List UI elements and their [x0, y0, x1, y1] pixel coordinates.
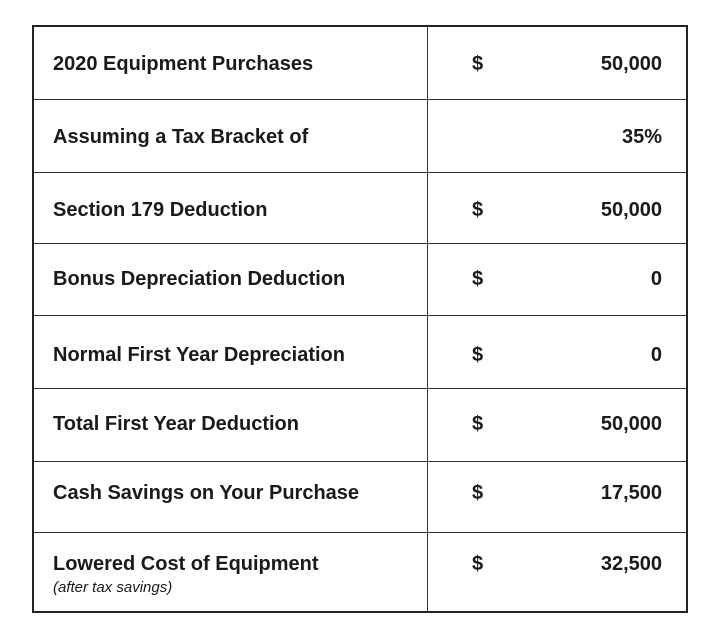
row-label: Cash Savings on Your Purchase	[53, 482, 360, 504]
table-row	[34, 389, 686, 462]
table-row	[34, 316, 686, 389]
row-value: 50,000	[600, 53, 662, 75]
currency-symbol: $	[472, 413, 484, 435]
row-label: 2020 Equipment Purchases	[53, 53, 314, 75]
row-label: Lowered Cost of Equipment	[53, 553, 319, 575]
table-row	[34, 244, 686, 316]
row-sublabel: (after tax savings)	[53, 579, 173, 596]
row-value: 35%	[621, 126, 662, 148]
table-row	[34, 173, 686, 244]
table-row	[34, 27, 686, 100]
currency-symbol: $	[472, 553, 484, 575]
currency-symbol: $	[472, 268, 484, 290]
row-label: Total First Year Deduction	[53, 413, 299, 435]
row-label: Section 179 Deduction	[53, 199, 268, 221]
row-value: 50,000	[600, 413, 662, 435]
table-row	[34, 462, 686, 533]
currency-symbol: $	[472, 53, 484, 75]
table-row	[34, 533, 686, 611]
row-value: 17,500	[600, 482, 662, 504]
row-label: Normal First Year Depreciation	[53, 344, 345, 366]
row-value: 0	[650, 344, 662, 366]
row-value: 32,500	[600, 553, 662, 575]
currency-symbol: $	[472, 482, 484, 504]
row-value: 0	[650, 268, 662, 290]
equipment-savings-table	[32, 25, 688, 613]
row-label: Assuming a Tax Bracket of	[53, 126, 309, 148]
row-label: Bonus Depreciation Deduction	[53, 268, 346, 290]
row-value: 50,000	[600, 199, 662, 221]
table-row	[34, 100, 686, 173]
currency-symbol: $	[472, 344, 484, 366]
currency-symbol: $	[472, 199, 484, 221]
